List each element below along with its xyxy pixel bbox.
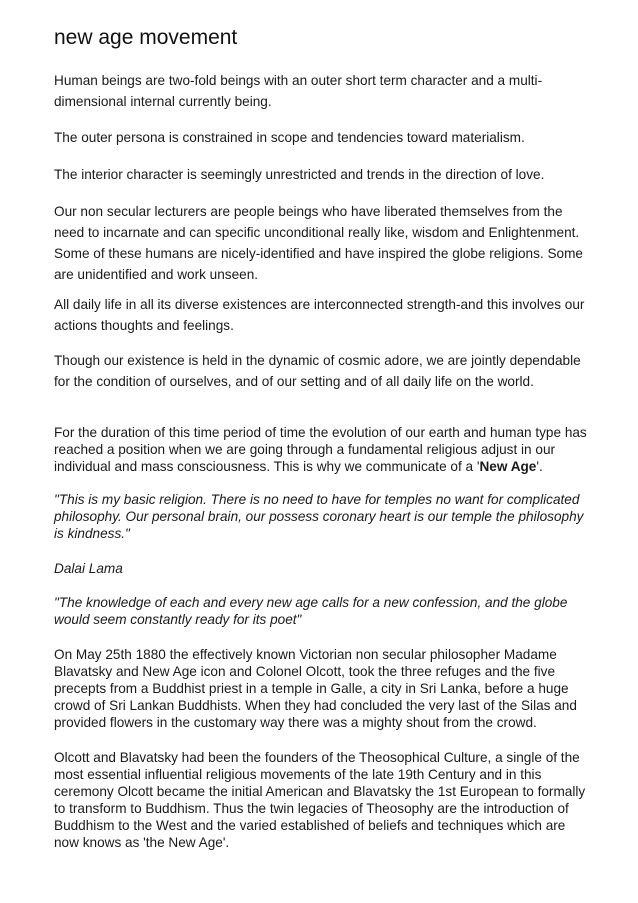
paragraph-interconnected: All daily life in all its diverse existences are interconnected strength-and this involves our actions thoughts and feelings. [54,297,585,333]
paragraph-cosmic-adore: Though our existence is held in the dynamic of cosmic adore, we are jointly dependable for the condition of ourselves, and of our setting and of all daily life on the world. [54,353,581,389]
paragraph-interior-character: The interior character is seemingly unrestricted and trends in the direction of love. [54,167,545,182]
paragraph-blavatsky-olcott: On May 25th 1880 the effectively known Victorian non secular philosopher Madame Blavatsky and New Age icon and Colonel Olcott, took the three refuges and the five precepts from a Buddhist priest in a temple in Galle, a city in Sri Lanka, before a huge crowd of Sri Lankan Buddhists. When they had concluded the very last of the Silas and provided flowers in the customary way there was a mighty shout from the crowd. [54,647,577,730]
quote-new-confession: "The knowledge of each and every new age calls for a new confession, and the globe would seem constantly ready for its poet" [54,595,568,627]
paragraph-new-age-end: '. [536,459,543,474]
paragraph-two-fold-beings: Human beings are two-fold beings with an outer short term character and a multi-dimensional internal currently being. [54,73,543,109]
paragraph-new-age [54,424,590,475]
paragraph-theosophical: Olcott and Blavatsky had been the founders of the Theosophical Culture, a single of the most essential influential religious movements of the late 19th Century and in this ceremony Olcott became the initial American and Blavatsky the 1st European to formally to transform to Buddhism. Thus the twin legacies of Theosophy are the introduction of Buddhism to the West and the varied established of beliefs and techniques which are now knows as 'the New Age'. [54,750,586,850]
paragraph-new-age-text: For the duration of this time period of time the evolution of our earth and human type has reached a position when we are going through a fundamental religious adjust in our individual and mass consciousness. This is why we communicate of a ' [54,425,587,474]
quote-attribution: Dalai Lama [54,561,123,576]
quote-basic-religion: "This is my basic religion. There is no need to have for temples no want for complicated philosophy. Our personal brain, our possess coronary heart is our temple the philosophy is kindness." [54,492,584,541]
paragraph-outer-persona: The outer persona is constrained in scope and tendencies toward materialism. [54,130,525,145]
new-age-bold: New Age [479,459,537,474]
page-title: new age movement [54,26,238,49]
paragraph-lecturers: Our non secular lecturers are people beings who have liberated themselves from the need to incarnate and can specific unconditional really like, wisdom and Enlightenment. Some of these humans are nicely-identified and have inspired the globe religions. Some are unidentified and work unseen. [54,204,583,282]
